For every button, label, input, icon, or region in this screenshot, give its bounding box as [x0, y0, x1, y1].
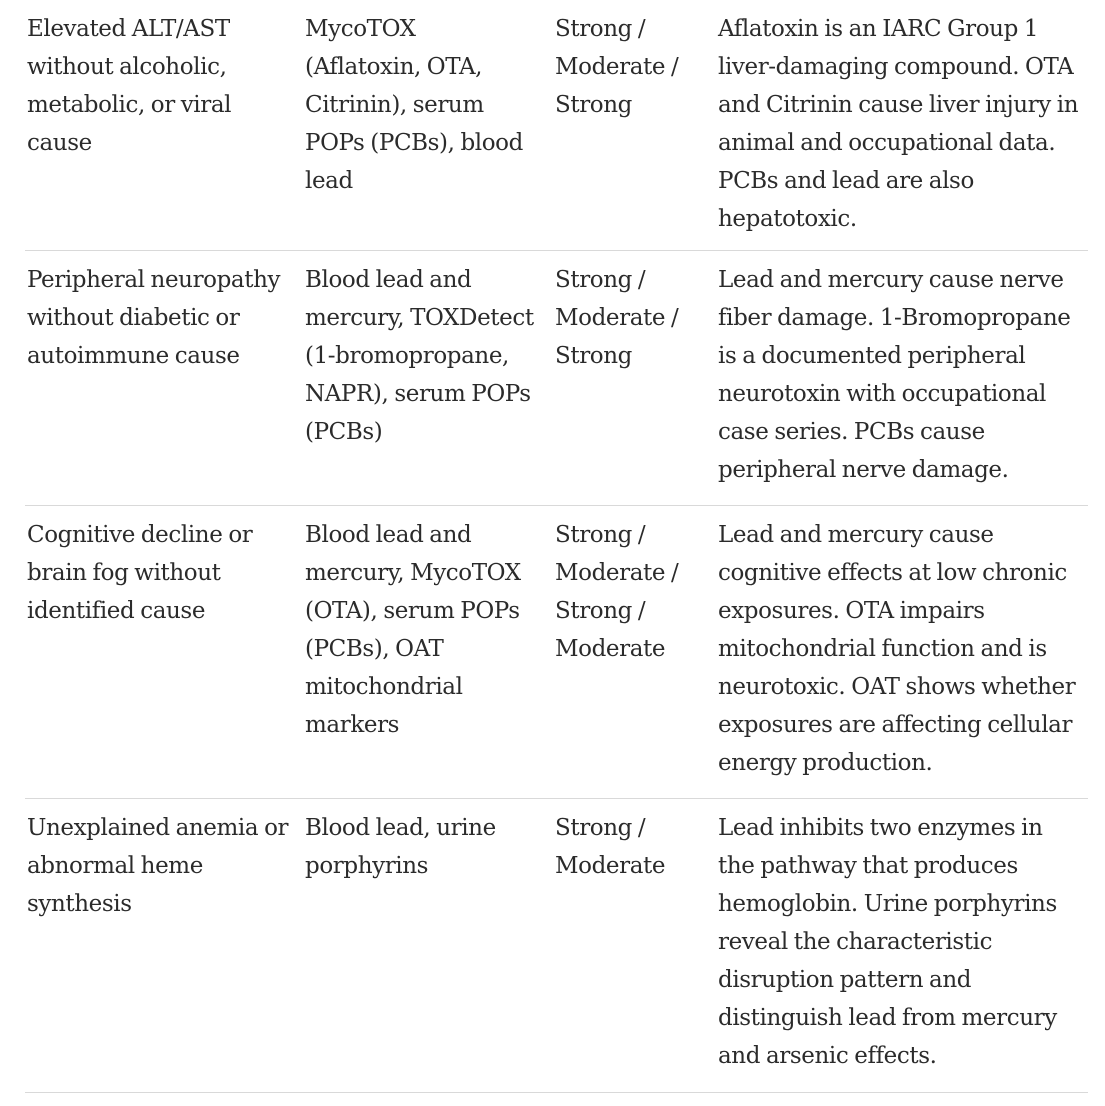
- toxin-test-table: [25, 0, 1088, 1093]
- strength-cell: Strong / Moderate / Strong / Moderate: [555, 522, 679, 662]
- tests-cell: Blood lead and mercury, TOXDetect (1-bromopropane, NAPR), serum POPs (PCBs): [305, 267, 534, 445]
- table-row: [25, 506, 1088, 799]
- condition-cell: Peripheral neuropathy without diabetic or autoimmune cause: [27, 267, 281, 369]
- table-row: [25, 0, 1088, 251]
- rationale-cell: Aflatoxin is an IARC Group 1 liver-damaging compound. OTA and Citrinin cause liver injury in animal and occupational data. PCBs and lead are also hepatotoxic.: [718, 16, 1079, 232]
- condition-cell: Unexplained anemia or abnormal heme synthesis: [27, 815, 289, 917]
- tests-cell: MycoTOX (Aflatoxin, OTA, Citrinin), serum POPs (PCBs), blood lead: [305, 16, 523, 194]
- table-row: [25, 251, 1088, 506]
- strength-cell: Strong / Moderate: [555, 815, 666, 879]
- rationale-cell: Lead and mercury cause cognitive effects at low chronic exposures. OTA impairs mitochondrial function and is neurotoxic. OAT shows whether exposures are affecting cellular energy production.: [718, 522, 1076, 776]
- rationale-cell: Lead and mercury cause nerve fiber damage. 1-Bromopropane is a documented peripheral neurotoxin with occupational case series. PCBs cause peripheral nerve damage.: [718, 267, 1071, 483]
- strength-cell: Strong / Moderate / Strong: [555, 267, 679, 369]
- condition-cell: Elevated ALT/AST without alcoholic, metabolic, or viral cause: [27, 16, 232, 156]
- condition-cell: Cognitive decline or brain fog without identified cause: [27, 522, 253, 624]
- tests-cell: Blood lead, urine porphyrins: [305, 815, 496, 879]
- tests-cell: Blood lead and mercury, MycoTOX (OTA), serum POPs (PCBs), OAT mitochondrial markers: [305, 522, 521, 738]
- rationale-cell: Lead inhibits two enzymes in the pathway that produces hemoglobin. Urine porphyrins reveal the characteristic disruption pattern and distinguish lead from mercury and arsenic effects.: [718, 815, 1057, 1069]
- table-row: [25, 799, 1088, 1093]
- strength-cell: Strong / Moderate / Strong: [555, 16, 679, 118]
